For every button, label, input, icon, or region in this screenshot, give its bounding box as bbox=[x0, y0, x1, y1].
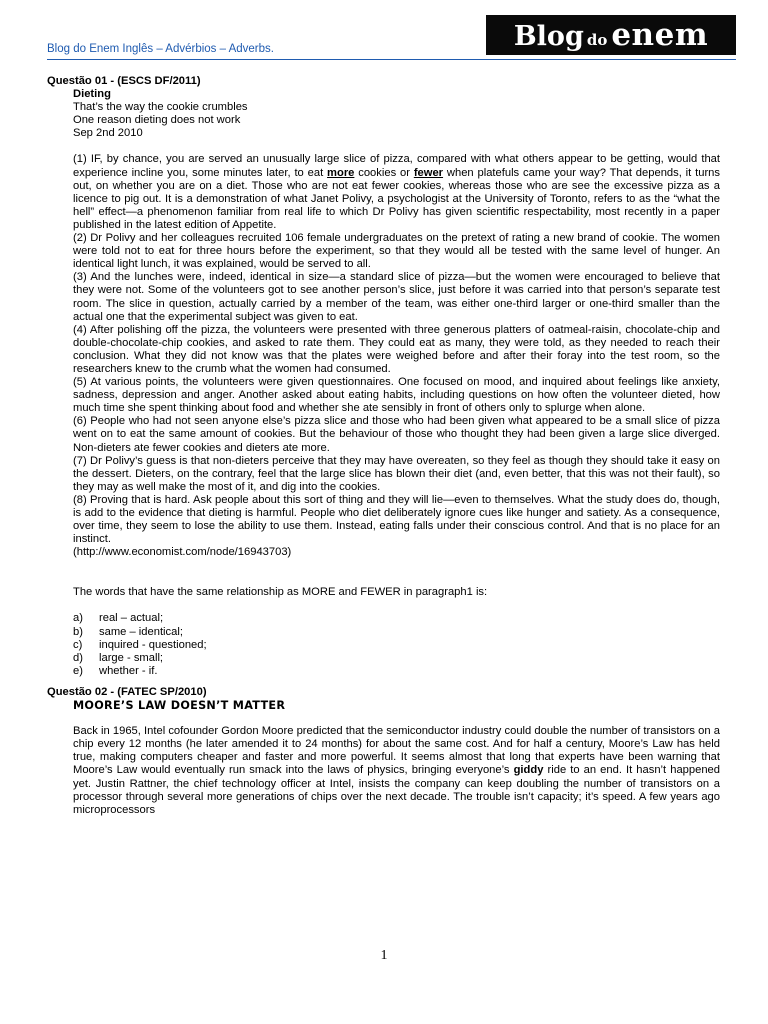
paragraph-2: (2) Dr Polivy and her colleagues recruited 106 female undergraduates on the pretext of rating a new brand of cookie. The women were told not to eat for three hours before the experiment, so that they would all be tested with the same level of hunger. An identical light lunch, it was explained, would be served to all. bbox=[73, 232, 720, 271]
keyword-fewer: fewer bbox=[413, 166, 444, 179]
option-key: b) bbox=[73, 625, 83, 638]
keyword-giddy: giddy bbox=[513, 764, 544, 777]
page-content bbox=[47, 75, 720, 817]
header-title: Blog do Enem Inglês – Advérbios – Adverbs. bbox=[47, 43, 274, 55]
paragraph-7: (7) Dr Polivy’s guess is that non-dieters perceive that they may have overeaten, so they feel as though they should take it easy on the dessert. Dieters, on the contrary, feel that the large slice has blown their diet (and, even better, that this was not their fault), so they may as well make the most of it, and dig into the cookies. bbox=[73, 454, 720, 493]
answer-option bbox=[73, 612, 720, 625]
answer-options bbox=[47, 612, 720, 677]
paragraph-1-text: when platefuls came your way? That depends, it turns out, on whether you are on a diet. Those who are not eat fewer cookies, whereas those who are see the excessive pizza as a licence to pig out. It is a demonstration of what Janet Polivy, a psychologist at the University of Toronto, refers to as the “what the hell” effect—a phenomenon familiar from real life to which Dr Polivy has given scientific respectability, most recently in a paper published in the latest edition of Appetite. bbox=[73, 166, 720, 231]
option-text: inquired - questioned; bbox=[99, 638, 207, 651]
option-text: whether - if. bbox=[99, 664, 158, 677]
question-1-title: Questão 01 - (ESCS DF/2011) bbox=[47, 75, 201, 87]
paragraph-4: (4) After polishing off the pizza, the volunteers were presented with three generous platters of oatmeal-raisin, chocolate-chip and double-chocolate-chip cookies, and asked to rate them. They could eat as many, they were told, as they needed to reach their conclusion. What they did not know was that the plates were weighed before and after their foray into the test room, so the researchers knew to the crumb what the women had consumed. bbox=[73, 323, 720, 375]
option-text: real – actual; bbox=[99, 612, 164, 625]
article-2-text: ride to an end. It hasn’t happened yet. Justin Rattner, the chief technology officer at Intel, insists the company can keep doubling the number of transistors on a processor through several more generations of chips over the next decade. The trouble isn’t capacity; it’s speed. A few years ago microprocessors bbox=[73, 764, 720, 816]
article-subtitle: One reason dieting does not work bbox=[73, 114, 241, 127]
answer-option bbox=[73, 639, 720, 652]
question-1-prompt: The words that have the same relationship as MORE and FEWER in paragraph1 is: bbox=[73, 586, 488, 599]
option-text: large - small; bbox=[99, 651, 164, 664]
paragraph-1 bbox=[73, 153, 720, 232]
question-2 bbox=[47, 686, 720, 817]
paragraph-8: (8) Proving that is hard. Ask people about this sort of thing and they will lie—even to themselves. What the study does do, though, is add to the evidence that dieting is harmful. People who diet deliberately ignore cues like hunger and satiety. As a consequence, over time, they seem to lose the ability to use them. Instead, eating falls under their conscious control. And that is no place for an instinct. bbox=[73, 493, 720, 546]
answer-option bbox=[73, 626, 720, 639]
paragraph-1-text: cookies or bbox=[354, 166, 414, 179]
paragraph-6: (6) People who had not seen anyone else’s pizza slice and those who had been given what appeared to be a small slice of pizza went on to eat the same amount of cookies. But the behaviour of those who thought they had been given a large slice diverged. Non-dieters ate fewer cookies and dieters ate more. bbox=[73, 415, 720, 454]
logo-word-do: do bbox=[586, 31, 608, 49]
option-key: a) bbox=[73, 612, 83, 625]
header-divider bbox=[47, 59, 736, 60]
article-body bbox=[47, 153, 720, 559]
option-key: d) bbox=[73, 651, 83, 664]
article-date: Sep 2nd 2010 bbox=[73, 127, 143, 140]
article-2-body bbox=[47, 725, 720, 817]
article-heading: Dieting bbox=[73, 88, 111, 101]
article-source: (http://www.economist.com/node/16943703) bbox=[73, 546, 292, 559]
article-2-text: Back in 1965, Intel cofounder Gordon Moore predicted that the semiconductor industry could double the number of transistors on a chip every 12 months (he later amended it to 24 months) for about the same cost. And for half a century, Moore’s Law has held true, making computers cheaper and faster and more powerful. It seems almost that long that experts have been warning that Moore’s Law would eventually run smack into the laws of physics, bringing everyone’s bbox=[73, 725, 720, 777]
answer-option bbox=[73, 652, 720, 665]
paragraph-3: (3) And the lunches were, indeed, identical in size—a standard slice of pizza—but the women were encouraged to believe that they were not. Some of the volunteers got to see another person’s slice, just before it was carried into that person’s separate test room. The slice in question, actually carried by a member of the team, was either one-third larger or one-third smaller than the actual one that the experimental subject was given to eat. bbox=[73, 271, 720, 323]
logo-word-blog: Blog bbox=[513, 21, 584, 52]
page-number: 1 bbox=[380, 948, 388, 963]
answer-option bbox=[73, 665, 720, 678]
paragraph-1-text: (1) IF, by chance, you are served an unusually large slice of pizza, compared with what others appear to be getting, would that experience incline you, some minutes later, to eat bbox=[73, 153, 720, 179]
article-2-heading: MOORE’S LAW DOESN’T MATTER bbox=[73, 699, 286, 713]
paragraph-5: (5) At various points, the volunteers were given questionnaires. One focused on mood, and inquired about feelings like anxiety, sadness, depression and anger. Another asked about eating habits, including questions on how often the volunteer dieted, how much time she spent thinking about food and whether she ate sensibly in front of others only to splurge when alone. bbox=[73, 376, 720, 415]
option-key: c) bbox=[73, 638, 83, 651]
logo-word-enem: enem bbox=[611, 17, 709, 53]
option-text: same – identical; bbox=[99, 625, 183, 638]
article-intro bbox=[47, 88, 720, 140]
blog-do-enem-logo bbox=[486, 15, 736, 55]
option-key: e) bbox=[73, 664, 83, 677]
keyword-more: more bbox=[327, 166, 355, 179]
article-subtitle: That’s the way the cookie crumbles bbox=[73, 101, 248, 114]
question-2-title: Questão 02 - (FATEC SP/2010) bbox=[47, 685, 207, 698]
